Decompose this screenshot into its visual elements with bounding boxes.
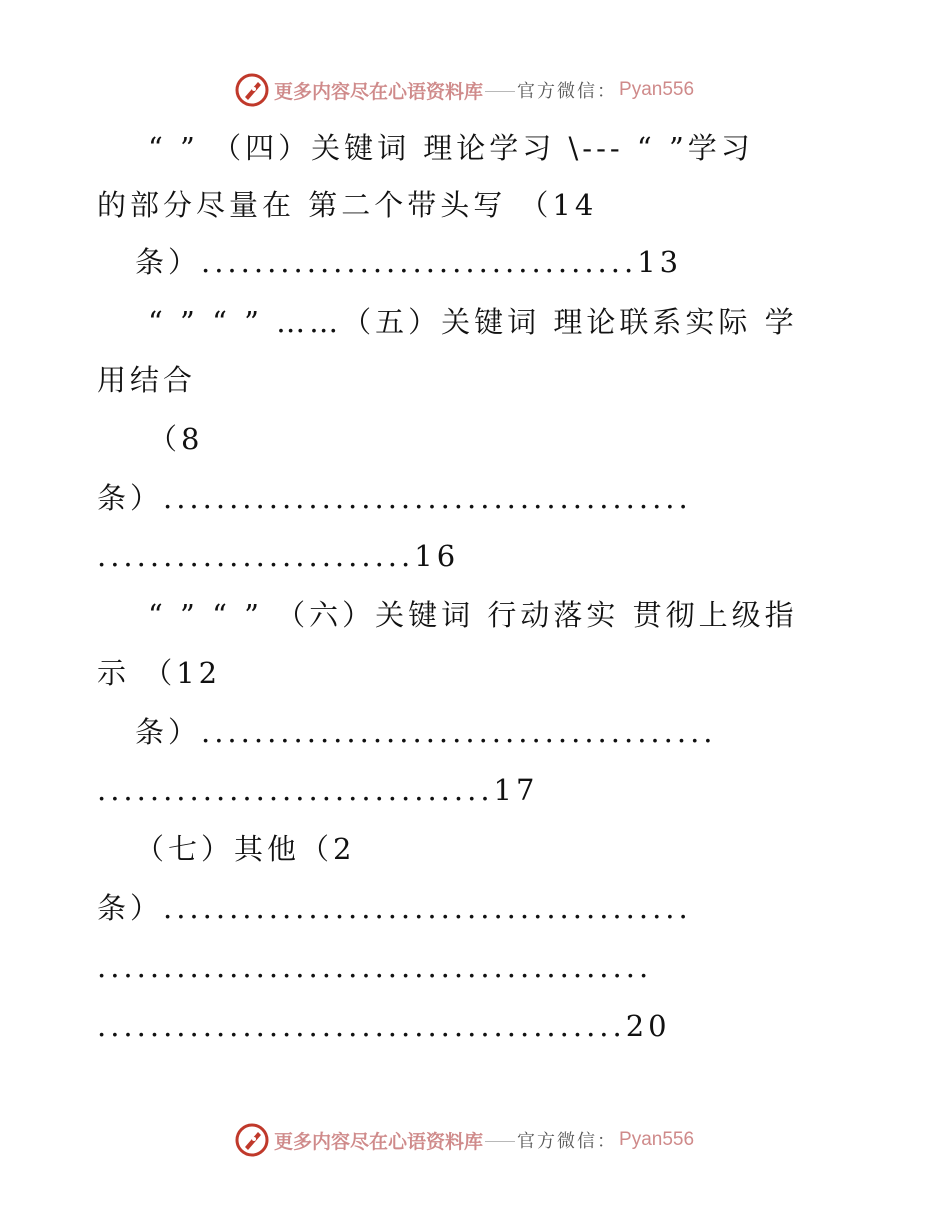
toc-line: “ ” （四）关键词 理论学习 \--- “ ”学习 [148,131,754,165]
toc-line: 的部分尽量在 第二个带头写 （14 [97,188,598,222]
toc-line: （8 [148,422,204,456]
toc-line: 条）.................................13 [135,245,683,279]
toc-line: 示 （12 [97,656,222,690]
watermark-divider [485,91,515,92]
pen-logo-icon [234,72,270,108]
toc-line: ........................................20 [97,1009,671,1043]
watermark-main-text: 更多内容尽在心语资料库 [274,1130,484,1153]
watermark-header [234,72,694,108]
pen-logo-icon [234,1122,270,1158]
toc-line: .......................................... [97,950,653,984]
toc-line: “ ” “ ” ……（五）关键词 理论联系实际 学 [148,305,798,339]
toc-line: ..............................17 [97,773,539,807]
toc-line: “ ” “ ” （六）关键词 行动落实 贯彻上级指 [148,598,798,632]
watermark-footer [234,1122,694,1158]
toc-line: ........................16 [97,539,460,573]
toc-line: （七）其他（2 [135,832,356,866]
toc-line: 条）........................................ [97,891,692,925]
watermark-wechat-label: 官方微信： [517,1131,618,1152]
watermark-wechat-label: 官方微信： [517,81,618,102]
watermark-divider [485,1141,515,1142]
toc-line: 用结合 [97,363,197,397]
watermark-wechat-id: Pyan556 [619,79,695,100]
toc-line: 条）....................................... [135,715,717,749]
watermark-wechat-id: Pyan556 [619,1129,695,1150]
toc-line: 条）........................................ [97,481,692,515]
watermark-main-text: 更多内容尽在心语资料库 [274,80,484,103]
